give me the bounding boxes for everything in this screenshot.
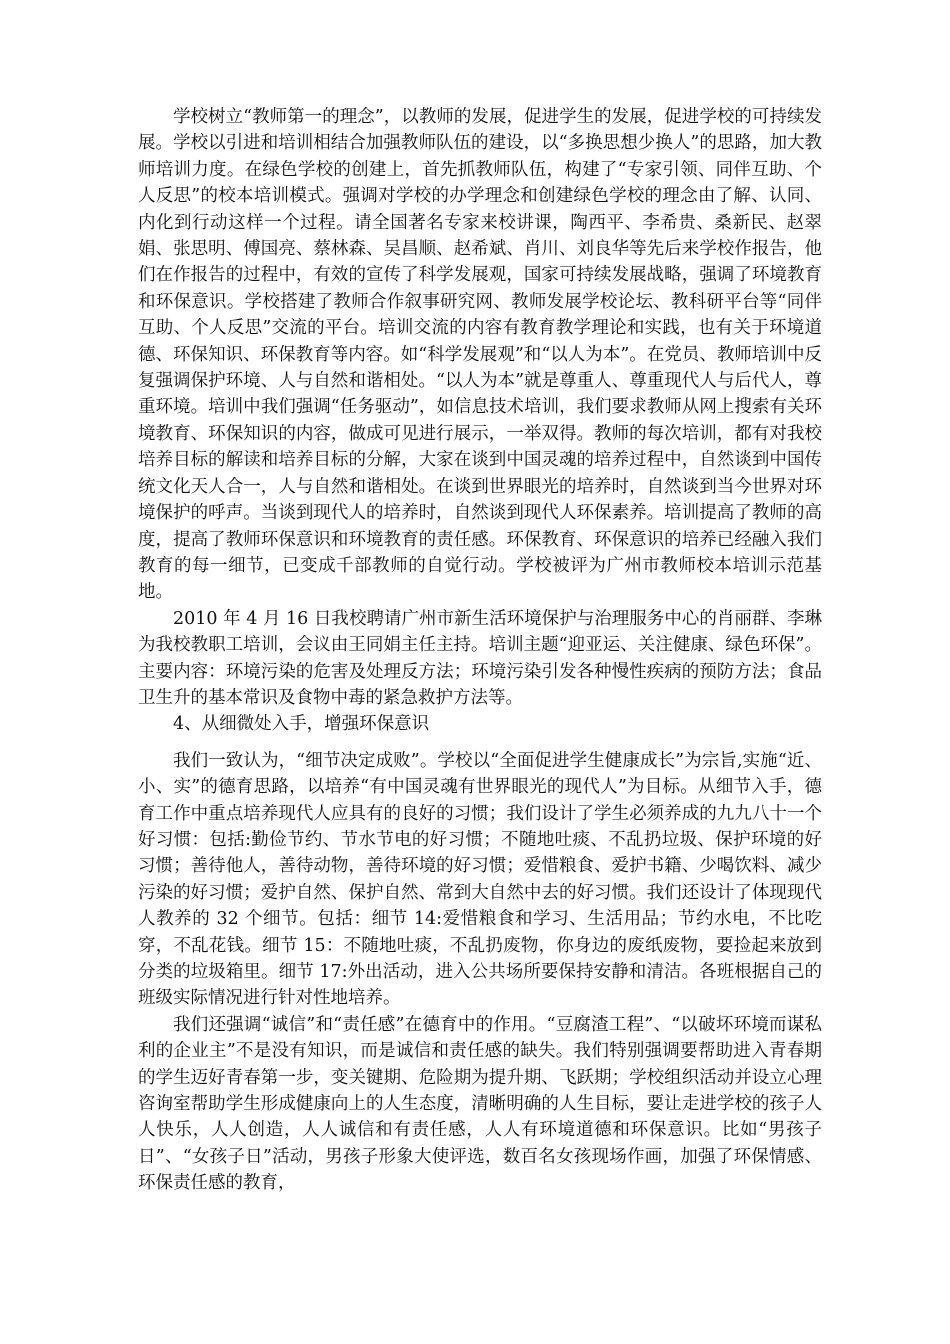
section-heading: 4、从细微处入手，增强环保意识 xyxy=(173,714,430,735)
paragraph-training-session: 2010 年 4 月 16 日我校聘请广州市新生活环境保护与治理服务中心的肖丽群、李琳为我校教职工培训，会议由王同娟主任主持。培训主题“迎亚运、关注健康、绿色环保”。主要内容：环境污染的危害及处理反方法；环境污染引发各种慢性疾病的预防方法；食品卫生升的基本常识及食物中毒的紧急救护方法等。 xyxy=(138,608,822,708)
paragraph-teacher-training: 学校树立“教师第一的理念”，以教师的发展，促进学生的发展，促进学校的可持续发展。学校以引进和培训相结合加强教师队伍的建设，以“多换思想少换人”的思路，加大教师培训力度。在绿色学校的创建上，首先抓教师队伍，构建了“专家引领、同伴互助、个人反思”的校本培训模式。强调对学校的办学理念和创建绿色学校的理念由了解、认同、内化到行动这样一个过程。请全国著名专家来校讲课，陶西平、李希贵、桑新民、赵翠娟、张思明、傅国亮、蔡林森、吴昌顺、赵希斌、肖川、刘良华等先后来学校作报告，他们在作报告的过程中，有效的宣传了科学发展观，国家可持续发展战略，强调了环境教育和环保意识。学校搭建了教师合作叙事研究网、教师发展学校论坛、教科研平台等“同伴互助、个人反思”交流的平台。培训交流的内容有教育教学理论和实践，也有关于环境道德、环保知识、环保教育等内容。如“科学发展观”和“以人为本”。在党员、教师培训中反复强调保护环境、人与自然和谐相处。“以人为本”就是尊重人、尊重现代人与后代人，尊重环境。培训中我们强调“任务驱动”，如信息技术培训，我们要求教师从网上搜索有关环境教育、环保知识的内容，做成可见进行展示，一举双得。教师的每次培训，都有对我校培养目标的解读和培养目标的分解，大家在谈到中国灵魂的培养过程中，自然谈到中国传统文化天人合一，人与自然和谐相处。在谈到世界眼光的培养时，自然谈到当今世界对环境保护的呼声。当谈到现代人的培养时，自然谈到现代人环保素养。培训提高了教师的高度，提高了教师环保意识和环境教育的责任感。环保教育、环保意识的培养已经融入我们教育的每一细节，已变成千部教师的自觉行动。学校被评为广州市教师校本培训示范基地。 xyxy=(138,107,822,603)
document-body xyxy=(138,104,822,1197)
paragraph-integrity-responsibility: 我们还强调“诚信”和“责任感”在德育中的作用。“豆腐渣工程”、“以破坏环境而谋私利的企业主”不是没有知识，而是诚信和责任感的缺失。我们特别强调要帮助进入青春期的学生迈好青春第一步，变关键期、危险期为提升期、飞跃期；学校组织活动并设立心理咨询室帮助学生形成健康向上的人生态度，清晰明确的人生目标，要让走进学校的孩子人人快乐，人人创造，人人诚信和有责任感，人人有环境道德和环保意识。比如“男孩子日”、“女孩子日”活动，男孩子形象大使评选，数百名女孩现场作画，加强了环保情感、环保责任感的教育， xyxy=(138,1014,822,1194)
paragraph-good-habits: 我们一致认为，“细节决定成败”。学校以“全面促进学生健康成长”为宗旨,实施“近、小、实”的德育思路，以培养“有中国灵魂有世界眼光的现代人”为目标。从细节入手，德育工作中重点培养现代人应具有的良好的习惯；我们设计了学生必须养成的九九八十一个好习惯：包括:勤俭节约、节水节电的好习惯；不随地吐痰、不乱扔垃圾、保护环境的好习惯；善待他人，善待动物，善待环境的好习惯；爱惜粮食、爱护书籍、少喝饮料、减少污染的好习惯；爱护自然、保护自然、常到大自然中去的好习惯。我们还设计了体现现代人教养的 32 个细节。包括：细节 14:爱惜粮食和学习、生活用品；节约水电，不比吃穿，不乱花钱。细节 15：不随地吐痰，不乱扔废物，你身边的废纸废物，要捡起来放到分类的垃圾箱里。细节 17:外出活动，进入公共场所要保持安静和清洁。各班根据自己的班级实际情况进行针对性地培养。 xyxy=(138,750,822,1009)
